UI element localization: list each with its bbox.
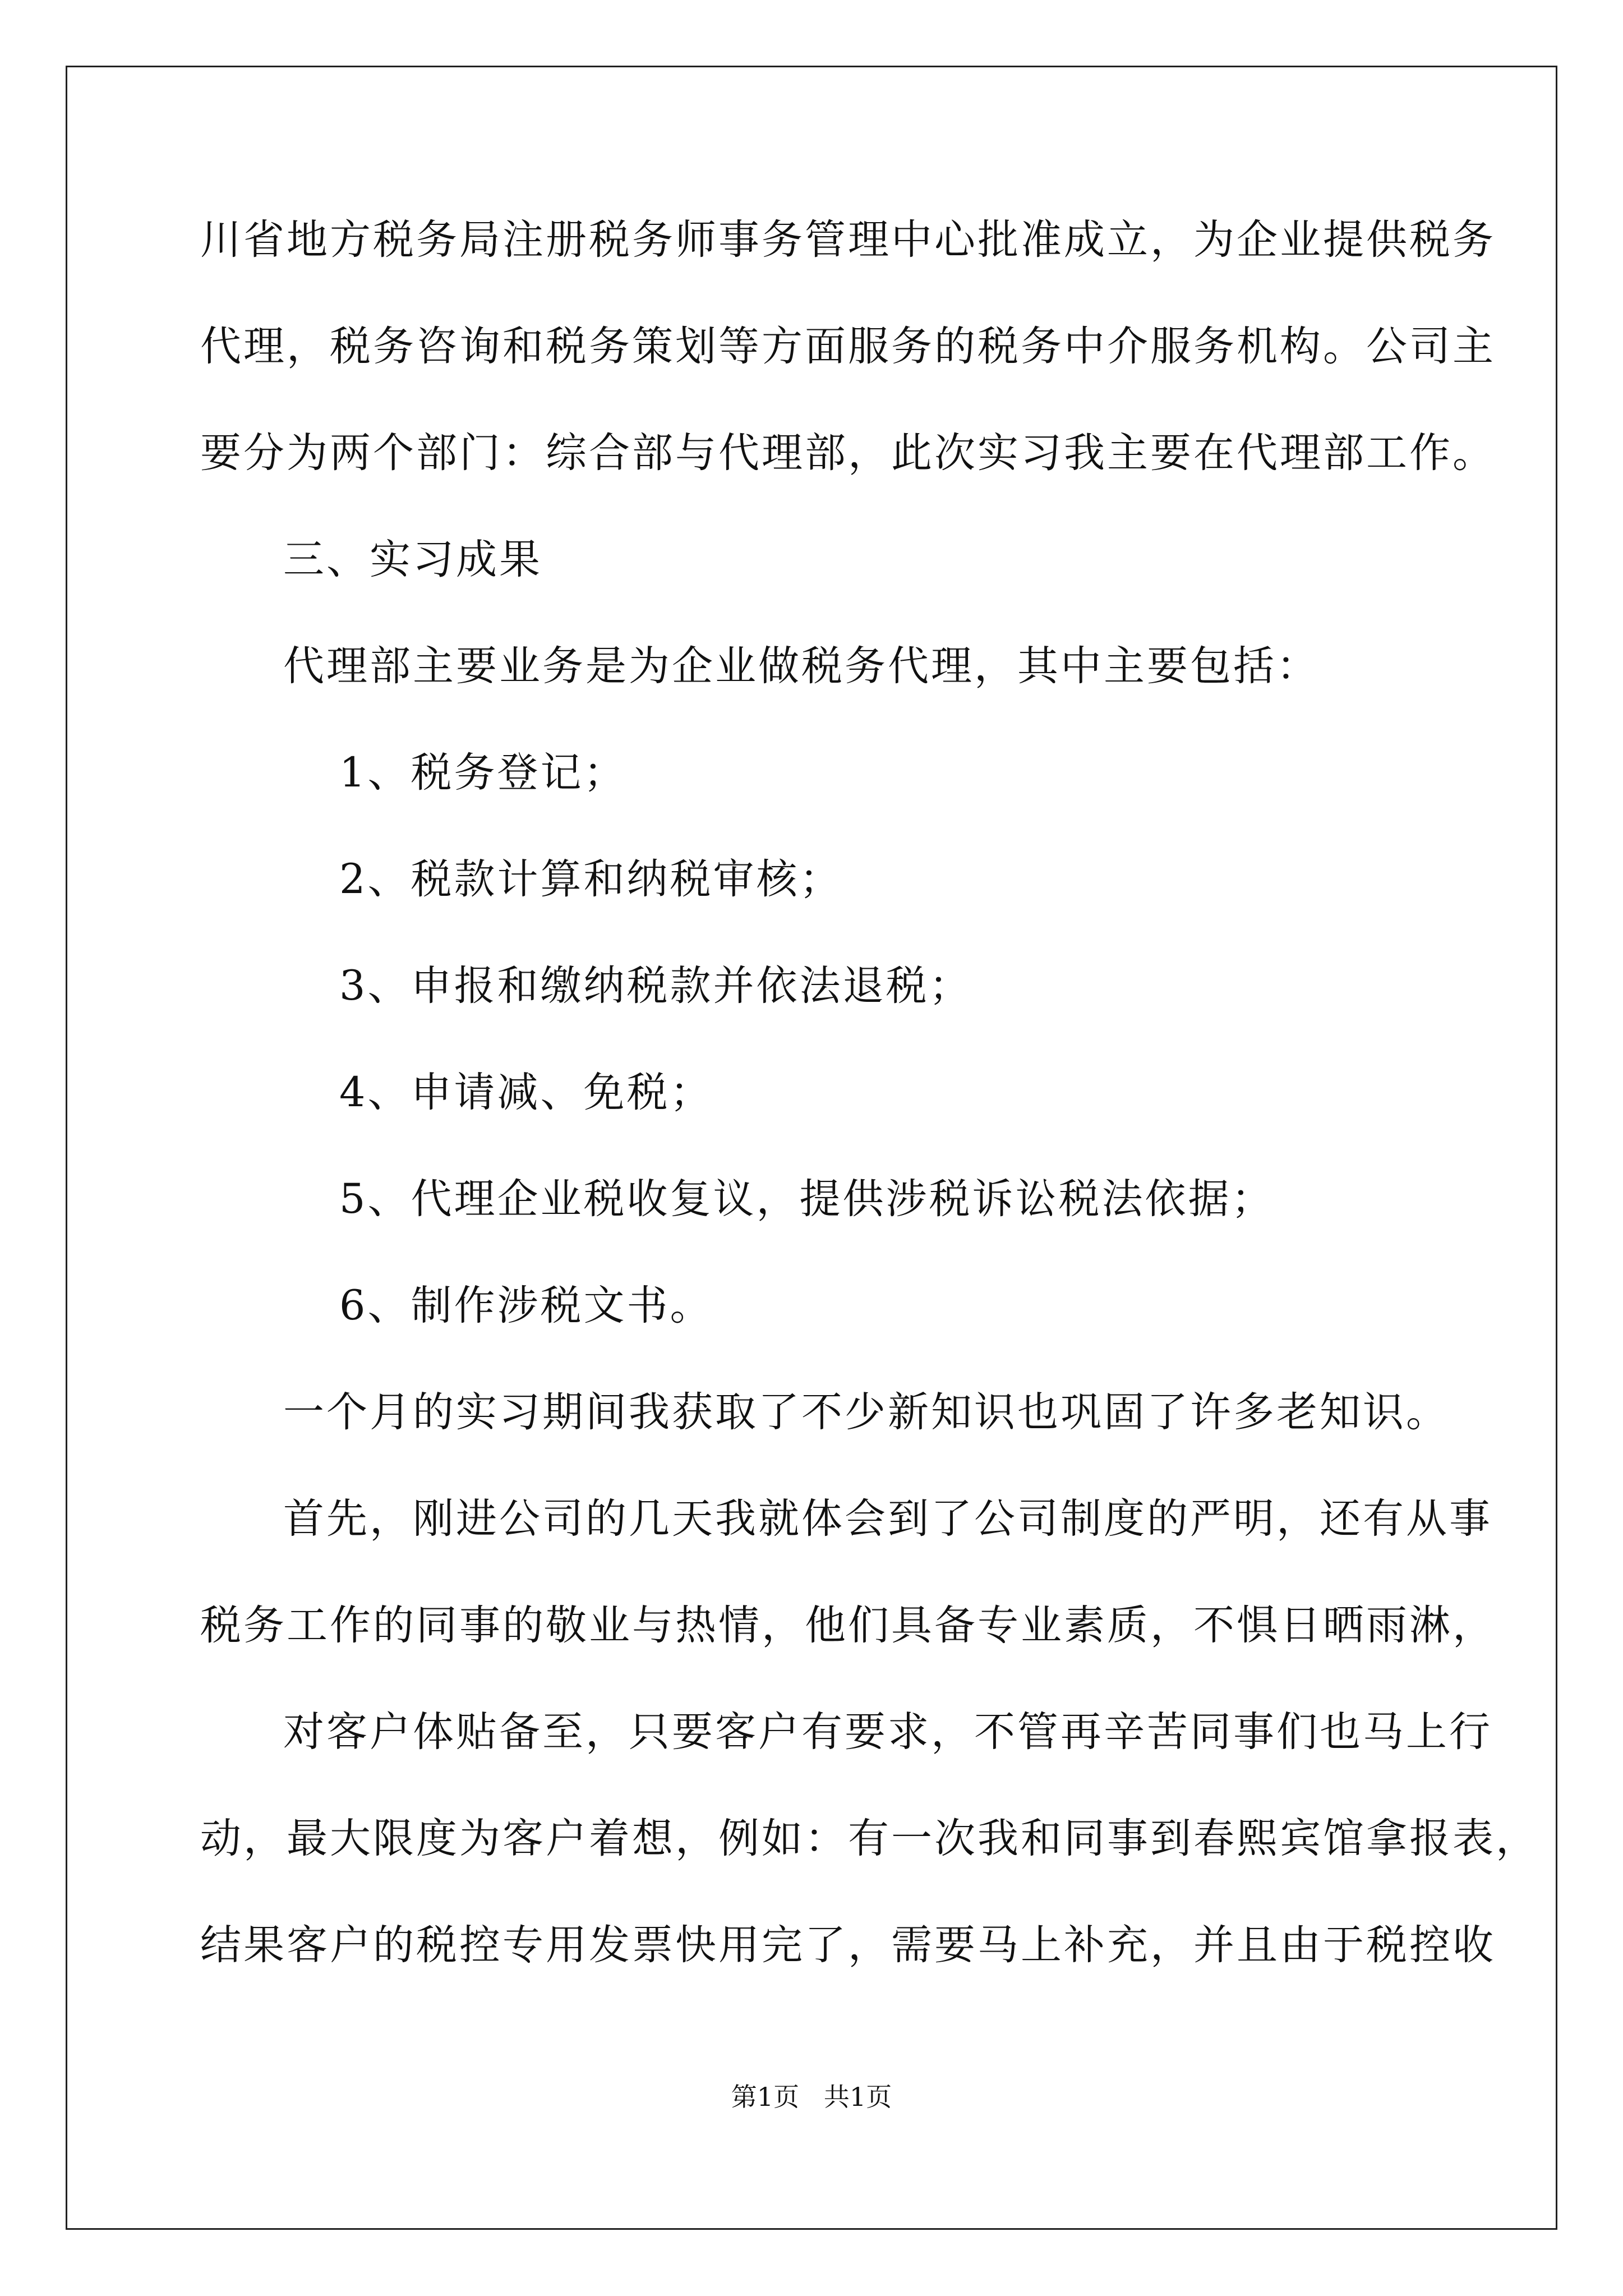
page-border	[66, 66, 1557, 2230]
paragraph-line-1: 川省地方税务局注册税务师事务管理中心批准成立，为企业提供税务	[200, 216, 1496, 264]
paragraph-line-17: 结果客户的税控专用发票快用完了，需要马上补充，并且由于税控收	[200, 1921, 1496, 1969]
section-heading: 三、实习成果	[283, 536, 542, 583]
list-item-4: 4、申请减、免税；	[339, 1069, 713, 1116]
paragraph-line-15: 对客户体贴备至，只要客户有要求，不管再辛苦同事们也马上行	[283, 1708, 1492, 1756]
paragraph-line-12: 一个月的实习期间我获取了不少新知识也巩固了许多老知识。	[283, 1388, 1449, 1436]
list-item-3: 3、申报和缴纳税款并依法退税；	[339, 962, 972, 1010]
list-item-2: 2、税款计算和纳税审核；	[339, 855, 843, 903]
list-item-1: 1、税务登记；	[339, 749, 627, 797]
paragraph-line-3: 要分为两个部门：综合部与代理部，此次实习我主要在代理部工作。	[200, 429, 1496, 477]
list-item-5: 5、代理企业税收复议，提供涉税诉讼税法依据；	[339, 1175, 1275, 1223]
paragraph-line-5: 代理部主要业务是为企业做税务代理，其中主要包括：	[283, 642, 1320, 690]
page-number: 第1页 共1页	[731, 2082, 892, 2112]
paragraph-line-2: 代理，税务咨询和税务策划等方面服务的税务中介服务机构。公司主	[200, 323, 1496, 370]
paragraph-line-13: 首先，刚进公司的几天我就体会到了公司制度的严明，还有从事	[283, 1495, 1492, 1543]
paragraph-line-14: 税务工作的同事的敬业与热情，他们具备专业素质，不惧日晒雨淋，	[200, 1602, 1496, 1649]
list-item-6: 6、制作涉税文书。	[339, 1282, 713, 1329]
paragraph-line-16: 动，最大限度为客户着想，例如：有一次我和同事到春熙宾馆拿报表，	[200, 1815, 1539, 1862]
